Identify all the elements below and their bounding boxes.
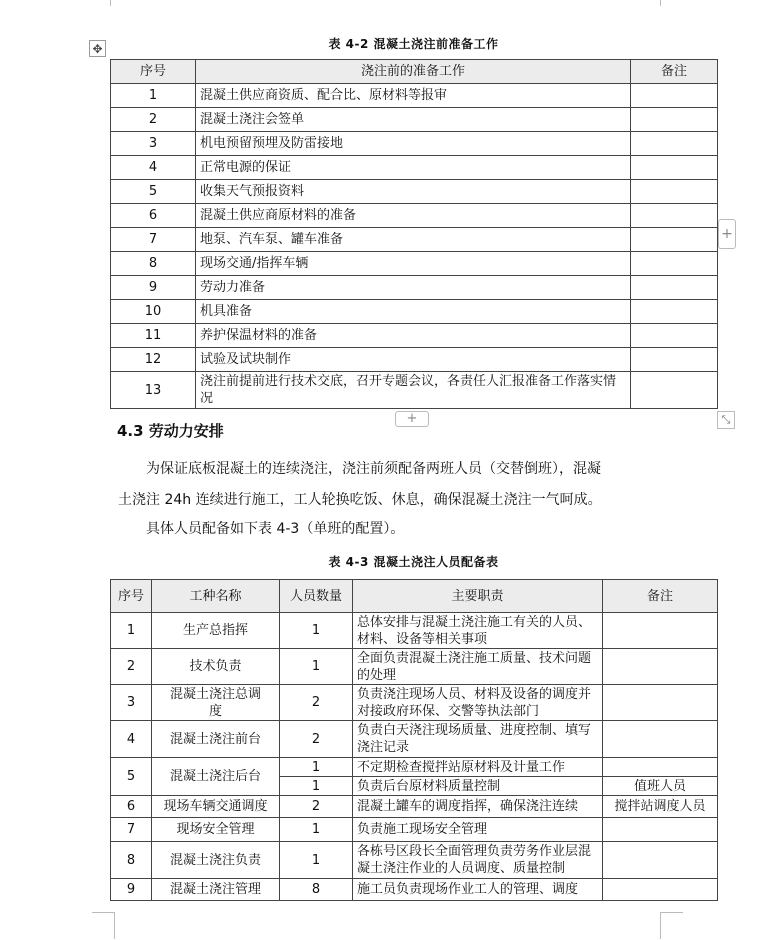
row-duty: 总体安排与混凝土浇注施工有关的人员、材料、设备等相关事项 (353, 613, 603, 649)
row-number: 9 (111, 276, 196, 300)
table-row (111, 842, 718, 879)
table-row (111, 84, 718, 108)
row-number: 1 (111, 84, 196, 108)
row-duty: 各栋号区段长全面管理负责劳务作业层混凝土浇注作业的人员调度、质量控制 (353, 842, 603, 879)
row-role: 技术负责 (152, 649, 280, 685)
row-role: 现场车辆交通调度 (152, 796, 280, 818)
row-note (631, 372, 718, 409)
row-note (631, 204, 718, 228)
header-cell: 序号 (111, 60, 196, 84)
page-corner-mark (660, 912, 683, 939)
row-count: 1 (280, 758, 353, 777)
row-note (631, 156, 718, 180)
row-duty: 全面负责混凝土浇注施工质量、技术问题的处理 (353, 649, 603, 685)
row-note (631, 252, 718, 276)
row-number: 4 (111, 721, 152, 758)
row-task: 养护保温材料的准备 (196, 324, 631, 348)
row-note (631, 84, 718, 108)
row-count: 1 (280, 842, 353, 879)
row-note (631, 276, 718, 300)
table-row (111, 721, 718, 758)
table-row (111, 758, 718, 777)
row-note: 搅拌站调度人员 (603, 796, 718, 818)
table-row (111, 180, 718, 204)
row-number: 12 (111, 348, 196, 372)
row-number: 3 (111, 132, 196, 156)
row-note: 值班人员 (603, 777, 718, 796)
add-row-button[interactable]: + (395, 411, 429, 427)
row-role: 现场安全管理 (152, 818, 280, 842)
table-row (111, 324, 718, 348)
add-column-button[interactable]: + (718, 219, 736, 249)
table-header-row (111, 60, 718, 84)
row-note (631, 300, 718, 324)
row-number: 1 (111, 613, 152, 649)
row-duty: 施工员负责现场作业工人的管理、调度 (353, 879, 603, 901)
row-duty: 负责后台原材料质量控制 (353, 777, 603, 796)
staffing-table (110, 579, 718, 901)
row-duty: 不定期检查搅拌站原材料及计量工作 (353, 758, 603, 777)
row-task: 现场交通/指挥车辆 (196, 252, 631, 276)
row-number: 7 (111, 228, 196, 252)
header-cell: 工种名称 (152, 580, 280, 613)
row-note (603, 879, 718, 901)
table-row (111, 796, 718, 818)
row-count: 2 (280, 796, 353, 818)
row-note (631, 108, 718, 132)
row-number: 2 (111, 649, 152, 685)
row-task: 混凝土浇注会签单 (196, 108, 631, 132)
row-number: 5 (111, 180, 196, 204)
paragraph-line: 具体人员配备如下表 4-3（单班的配置）。 (146, 521, 405, 537)
row-note (631, 132, 718, 156)
row-count: 1 (280, 818, 353, 842)
header-cell: 备注 (631, 60, 718, 84)
row-role: 混凝土浇注前台 (152, 721, 280, 758)
row-number: 8 (111, 252, 196, 276)
row-duty: 负责白天浇注现场质量、进度控制、填写浇注记录 (353, 721, 603, 758)
table-row (111, 372, 718, 409)
table-row (111, 685, 718, 721)
header-cell: 浇注前的准备工作 (196, 60, 631, 84)
row-count: 8 (280, 879, 353, 901)
row-task: 收集天气预报资料 (196, 180, 631, 204)
row-duty: 负责浇注现场人员、材料及设备的调度并对接政府环保、交警等执法部门 (353, 685, 603, 721)
table-row (111, 818, 718, 842)
row-task: 地泵、汽车泵、罐车准备 (196, 228, 631, 252)
row-number: 4 (111, 156, 196, 180)
row-number: 11 (111, 324, 196, 348)
row-note (603, 721, 718, 758)
row-note (603, 758, 718, 777)
header-cell: 序号 (111, 580, 152, 613)
row-role: 混凝土浇注负责 (152, 842, 280, 879)
row-count: 1 (280, 613, 353, 649)
row-role: 生产总指挥 (152, 613, 280, 649)
row-number: 10 (111, 300, 196, 324)
prep-work-table (110, 59, 718, 409)
row-number: 2 (111, 108, 196, 132)
row-count: 2 (280, 685, 353, 721)
header-cell: 人员数量 (280, 580, 353, 613)
table-row (111, 348, 718, 372)
row-note (603, 613, 718, 649)
paragraph-line: 为保证底板混凝土的连续浇注，浇注前须配备两班人员（交替倒班），混凝 (146, 461, 601, 477)
table-row (111, 228, 718, 252)
row-note (603, 649, 718, 685)
row-task: 劳动力准备 (196, 276, 631, 300)
row-number: 6 (111, 796, 152, 818)
table-row (111, 649, 718, 685)
table-row (111, 204, 718, 228)
table-move-handle-icon[interactable]: ✥ (89, 40, 106, 57)
table-row (111, 300, 718, 324)
row-number: 6 (111, 204, 196, 228)
row-count: 1 (280, 777, 353, 796)
table-row (111, 276, 718, 300)
table-row (111, 156, 718, 180)
row-duty: 混凝土罐车的调度指挥，确保浇注连续 (353, 796, 603, 818)
table-row (111, 879, 718, 901)
row-task: 机电预留预埋及防雷接地 (196, 132, 631, 156)
row-note (631, 180, 718, 204)
table-row (111, 132, 718, 156)
row-role: 混凝土浇注后台 (152, 758, 280, 796)
table-row (111, 252, 718, 276)
paragraph-line: 土浇注 24h 连续进行施工，工人轮换吃饭、休息，确保混凝土浇注一气呵成。 (118, 492, 602, 508)
row-note (631, 348, 718, 372)
row-number: 13 (111, 372, 196, 409)
row-count: 1 (280, 649, 353, 685)
row-task: 混凝土供应商原材料的准备 (196, 204, 631, 228)
table-resize-handle-icon[interactable]: ⤡ (717, 411, 735, 429)
row-count: 2 (280, 721, 353, 758)
table-caption: 表 4-3 混凝土浇注人员配备表 (328, 555, 499, 569)
page-corner-mark (92, 0, 111, 6)
row-role: 混凝土浇注管理 (152, 879, 280, 901)
page-corner-mark (92, 912, 115, 939)
row-task: 试验及试块制作 (196, 348, 631, 372)
table-header-row (111, 580, 718, 613)
row-number: 9 (111, 879, 152, 901)
header-cell: 备注 (603, 580, 718, 613)
row-task: 混凝土供应商资质、配合比、原材料等报审 (196, 84, 631, 108)
row-number: 3 (111, 685, 152, 721)
row-task: 机具准备 (196, 300, 631, 324)
table-row (111, 108, 718, 132)
row-note (603, 842, 718, 879)
row-note (603, 818, 718, 842)
row-number: 8 (111, 842, 152, 879)
row-task: 浇注前提前进行技术交底，召开专题会议，各责任人汇报准备工作落实情况 (196, 372, 631, 409)
section-heading: 4.3 劳动力安排 (117, 422, 224, 440)
row-note (603, 685, 718, 721)
row-note (631, 324, 718, 348)
row-number: 7 (111, 818, 152, 842)
row-task: 正常电源的保证 (196, 156, 631, 180)
row-role: 混凝土浇注总调度 (152, 685, 280, 721)
row-duty: 负责施工现场安全管理 (353, 818, 603, 842)
page-corner-mark (660, 0, 679, 6)
header-cell: 主要职责 (353, 580, 603, 613)
row-note (631, 228, 718, 252)
row-number: 5 (111, 758, 152, 796)
table-row (111, 613, 718, 649)
table-caption: 表 4-2 混凝土浇注前准备工作 (328, 37, 499, 51)
